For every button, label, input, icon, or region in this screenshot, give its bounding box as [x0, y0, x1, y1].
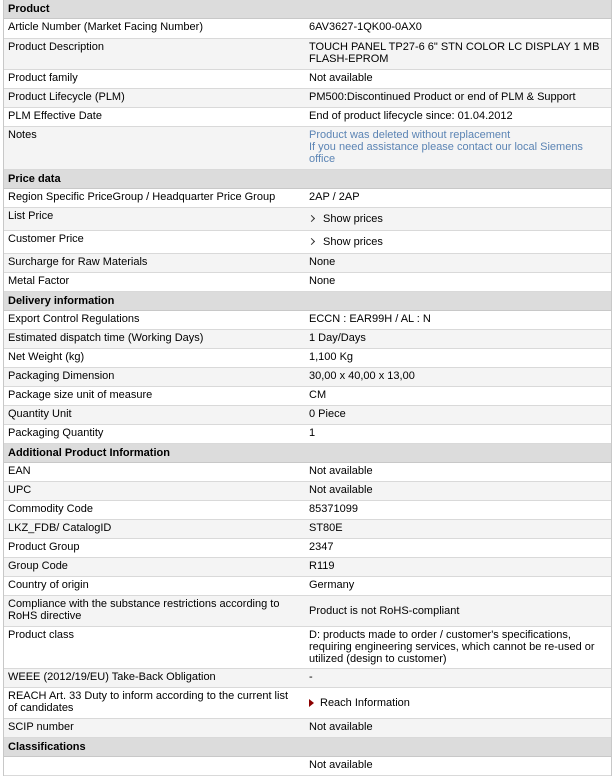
label-product-group: Product Group	[8, 541, 80, 553]
row-ean	[4, 463, 611, 482]
row-surcharge	[4, 254, 611, 273]
label-customer-price: Customer Price	[8, 233, 84, 245]
section-header-price: Price data	[4, 170, 611, 189]
label-ean: EAN	[8, 465, 31, 477]
reach-information-label: Reach Information	[320, 697, 410, 709]
label-packaging-dimension: Packaging Dimension	[8, 370, 115, 382]
label-net-weight: Net Weight (kg)	[8, 351, 85, 363]
label-export-control: Export Control Regulations	[8, 313, 140, 325]
value-export-control: ECCN : EAR99H / AL : N	[309, 313, 431, 325]
label-weee: WEEE (2012/19/EU) Take-Back Obligation	[8, 671, 216, 683]
row-quantity-unit	[4, 406, 611, 425]
value-group-code: R119	[309, 560, 335, 572]
label-list-price: List Price	[8, 210, 54, 222]
label-article-number: Article Number (Market Facing Number)	[8, 21, 203, 33]
value-weee: -	[309, 671, 313, 683]
row-product-group	[4, 539, 611, 558]
row-lkz-catalog	[4, 520, 611, 539]
label-region-price-group: Region Specific PriceGroup / Headquarter Price Group	[8, 191, 276, 203]
row-group-code	[4, 558, 611, 577]
value-packaging-dimension: 30,00 x 40,00 x 13,00	[309, 370, 415, 382]
value-rohs-compliance: Product is not RoHS-compliant	[309, 605, 460, 617]
value-upc: Not available	[309, 484, 373, 496]
value-list-price	[304, 208, 611, 230]
value-product-class: D: products made to order / customer's specifications, requiring engineering services, which cannot be re-used or utilized (design to customer)	[309, 629, 595, 665]
row-plm-date	[4, 108, 611, 127]
list-price-show-label: Show prices	[323, 213, 383, 225]
value-metal-factor: None	[309, 275, 336, 287]
value-ean: Not available	[309, 465, 373, 477]
customer-price-show-link[interactable]	[309, 236, 383, 248]
row-package-unit	[4, 387, 611, 406]
value-plm-date: End of product lifecycle since: 01.04.2012	[309, 110, 513, 122]
row-rohs-compliance	[4, 596, 611, 627]
label-lkz-catalog: LKZ_FDB/ CatalogID	[8, 522, 112, 534]
value-package-unit: CM	[309, 389, 327, 401]
row-packaging-quantity	[4, 425, 611, 444]
value-product-family: Not available	[309, 72, 373, 84]
value-commodity-code: 85371099	[309, 503, 358, 515]
value-country-origin: Germany	[309, 579, 355, 591]
label-product-class: Product class	[8, 629, 75, 641]
section-header-classifications: Classifications	[4, 738, 611, 757]
row-list-price	[4, 208, 611, 231]
label-surcharge: Surcharge for Raw Materials	[8, 256, 148, 268]
row-classifications	[4, 757, 611, 776]
value-quantity-unit: 0 Piece	[309, 408, 346, 420]
label-packaging-quantity: Packaging Quantity	[8, 427, 104, 439]
notes-deleted-text: Product was deleted without replacement	[309, 129, 511, 141]
value-product-group: 2347	[309, 541, 334, 553]
value-net-weight: 1,100 Kg	[309, 351, 354, 363]
row-dispatch-time	[4, 330, 611, 349]
value-notes	[304, 127, 611, 169]
label-plm-date: PLM Effective Date	[8, 110, 102, 122]
value-customer-price	[304, 231, 611, 253]
chevron-right-icon	[309, 238, 317, 246]
row-reach	[4, 688, 611, 719]
reach-information-link[interactable]	[309, 697, 410, 709]
label-product-family: Product family	[8, 72, 78, 84]
section-header-additional: Additional Product Information	[4, 444, 611, 463]
label-metal-factor: Metal Factor	[8, 275, 70, 287]
row-country-origin	[4, 577, 611, 596]
row-packaging-dimension	[4, 368, 611, 387]
value-scip-number: Not available	[309, 721, 373, 733]
value-dispatch-time: 1 Day/Days	[309, 332, 366, 344]
value-product-lifecycle: PM500:Discontinued Product or end of PLM & Support	[309, 91, 576, 103]
label-dispatch-time: Estimated dispatch time (Working Days)	[8, 332, 204, 344]
row-notes	[4, 127, 611, 170]
label-reach: REACH Art. 33 Duty to inform according to the current list of candidates	[8, 690, 289, 714]
value-product-description: TOUCH PANEL TP27-6 6" STN COLOR LC DISPLAY 1 MB FLASH-EPROM	[309, 41, 600, 65]
row-export-control	[4, 311, 611, 330]
label-classifications	[4, 757, 304, 775]
value-surcharge: None	[309, 256, 336, 268]
section-header-product: Product	[4, 0, 611, 19]
value-region-price-group: 2AP / 2AP	[309, 191, 360, 203]
value-reach	[304, 688, 611, 718]
value-lkz-catalog: ST80E	[309, 522, 343, 534]
row-weee	[4, 669, 611, 688]
label-notes: Notes	[8, 129, 37, 141]
row-article-number	[4, 19, 611, 39]
label-scip-number: SCIP number	[8, 721, 74, 733]
section-header-delivery: Delivery information	[4, 292, 611, 311]
row-product-class	[4, 627, 611, 669]
chevron-right-icon	[309, 215, 317, 223]
label-rohs-compliance: Compliance with the substance restrictions according to RoHS directive	[8, 598, 280, 622]
row-product-lifecycle	[4, 89, 611, 108]
label-commodity-code: Commodity Code	[8, 503, 93, 515]
label-group-code: Group Code	[8, 560, 68, 572]
customer-price-show-label: Show prices	[323, 236, 383, 248]
row-product-description	[4, 39, 611, 70]
triangle-right-icon	[309, 699, 314, 707]
label-quantity-unit: Quantity Unit	[8, 408, 72, 420]
value-packaging-quantity: 1	[309, 427, 316, 439]
product-data-table	[3, 0, 612, 776]
row-product-family	[4, 70, 611, 89]
row-customer-price	[4, 231, 611, 254]
contact-siemens-link[interactable]: If you need assistance please contact our local Siemens office	[309, 141, 583, 165]
row-commodity-code	[4, 501, 611, 520]
label-country-origin: Country of origin	[8, 579, 89, 591]
label-upc: UPC	[8, 484, 32, 496]
row-scip-number	[4, 719, 611, 738]
row-upc	[4, 482, 611, 501]
row-metal-factor	[4, 273, 611, 292]
row-region-price-group	[4, 189, 611, 208]
label-package-unit: Package size unit of measure	[8, 389, 153, 401]
label-product-description: Product Description	[8, 41, 104, 53]
row-net-weight	[4, 349, 611, 368]
value-classifications: Not available	[309, 759, 373, 771]
list-price-show-link[interactable]	[309, 213, 383, 225]
label-product-lifecycle: Product Lifecycle (PLM)	[8, 91, 125, 103]
value-article-number: 6AV3627-1QK00-0AX0	[309, 21, 422, 33]
